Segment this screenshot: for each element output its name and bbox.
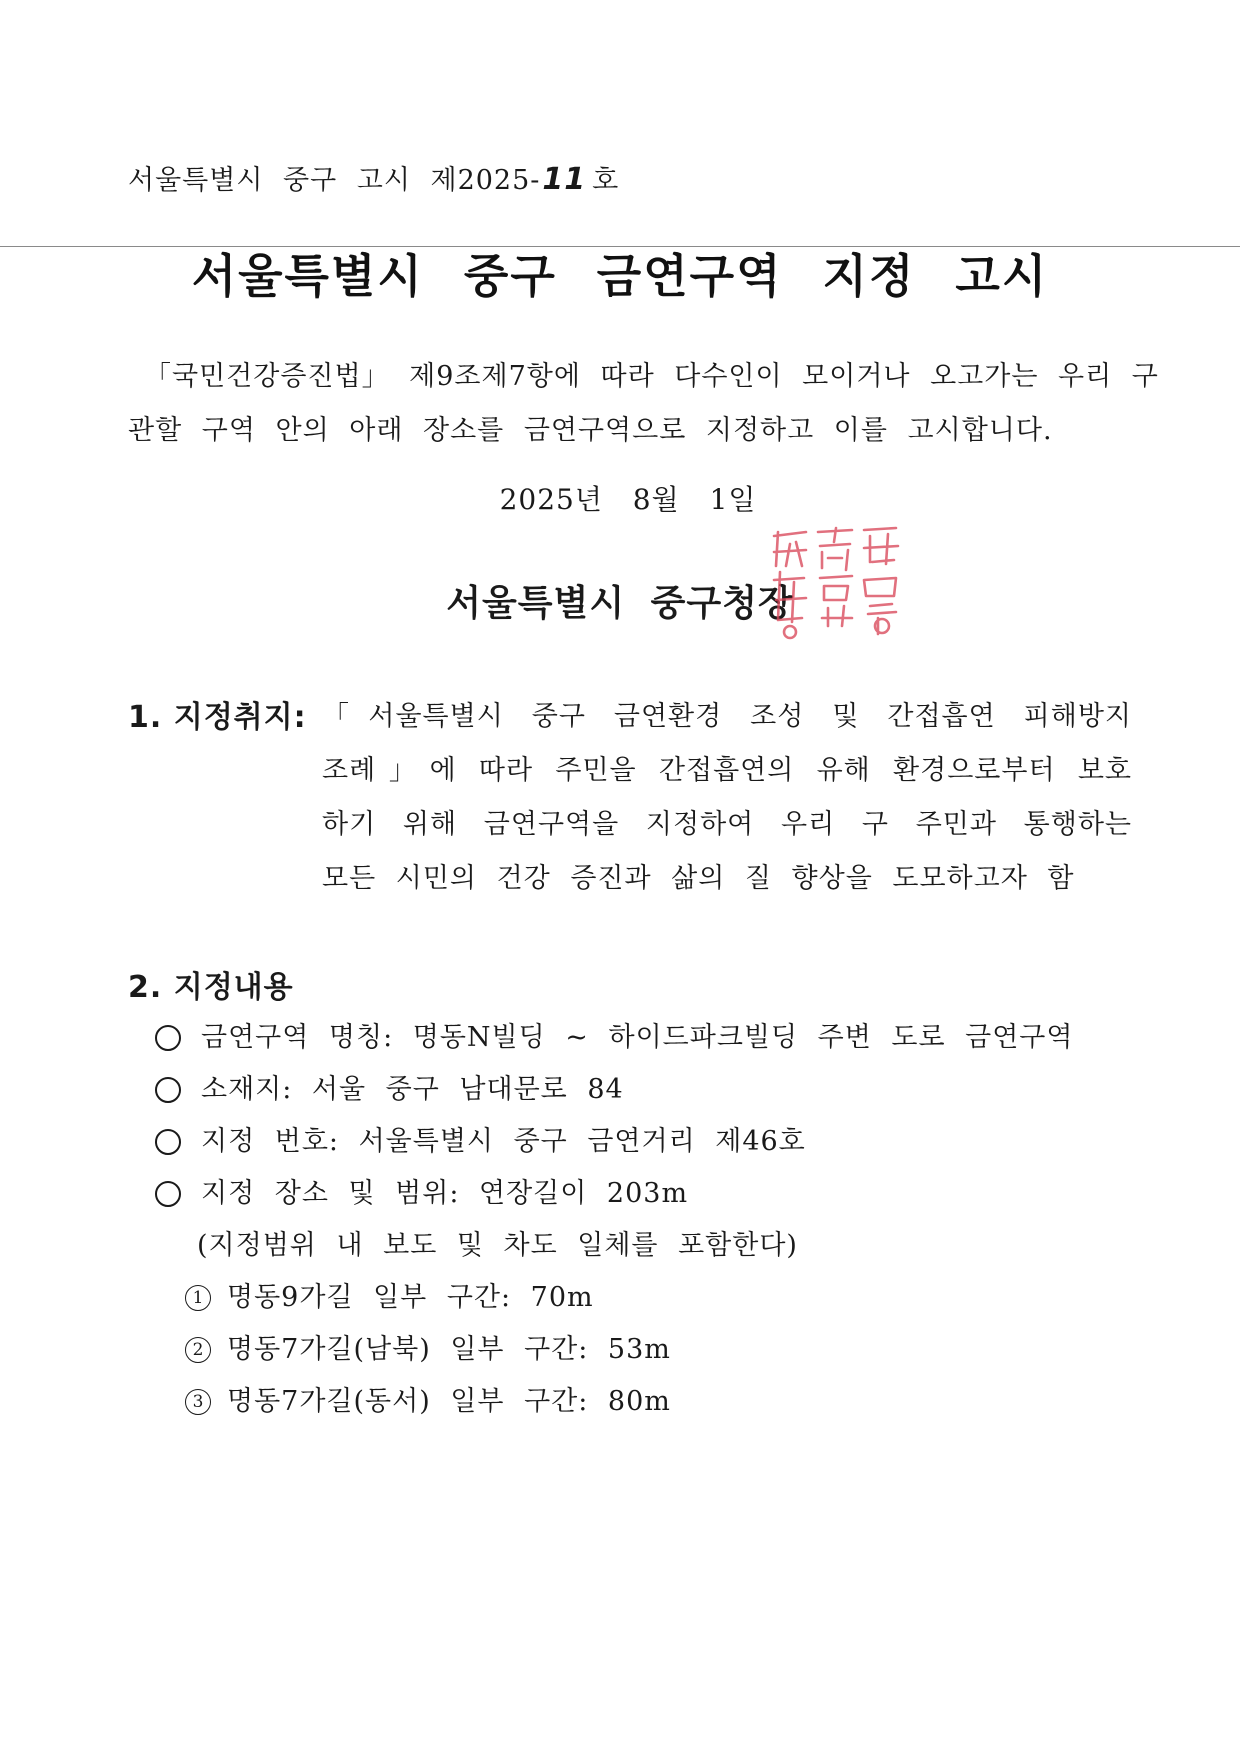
list-item-text: 소재지: 서울 중구 남대문로 84: [201, 1074, 624, 1105]
circled-number-icon: 2: [185, 1337, 211, 1363]
preamble: [128, 350, 1159, 458]
circle-bullet-icon: [155, 1129, 181, 1155]
sub-list-item: [155, 1324, 1155, 1376]
official-seal-stamp: [766, 522, 906, 644]
circled-number-icon: 3: [185, 1389, 211, 1415]
notice-number: [128, 158, 619, 197]
list-item: [155, 1168, 1155, 1220]
list-item: [155, 1116, 1155, 1168]
circle-bullet-icon: [155, 1025, 181, 1051]
sub-list-item-text: 명동9가길 일부 구간: 70m: [227, 1282, 594, 1313]
date-year: 2025년: [499, 483, 603, 516]
notice-number-suffix: 호: [592, 165, 620, 196]
circle-bullet-icon: [155, 1181, 181, 1207]
section1-body: [322, 690, 1132, 906]
list-item-text: 금연구역 명칭: 명동N빌딩 ~ 하이드파크빌딩 주변 도로 금연구역: [201, 1022, 1074, 1053]
date-month: 8월: [632, 483, 680, 516]
section2-items: [155, 1012, 1155, 1428]
list-item-text: 지정 장소 및 범위: 연장길이 203m: [201, 1178, 689, 1209]
section1-heading: 1. 지정취지:: [128, 700, 307, 735]
preamble-line: 관할 구역 안의 아래 장소를 금연구역으로 지정하고 이를 고시합니다.: [128, 415, 1053, 446]
date-day: 1일: [709, 483, 757, 516]
list-item: [155, 1012, 1155, 1064]
preamble-line: 「국민건강증진법」 제9조제7항에 따라 다수인이 모이거나 오고가는 우리 구: [144, 361, 1159, 392]
notice-handwritten-number: 11: [542, 162, 587, 197]
notice-number-prefix: 서울특별시 중구 고시 제2025-: [128, 165, 541, 196]
list-item: [155, 1064, 1155, 1116]
range-note: (지정범위 내 보도 및 차도 일체를 포함한다): [197, 1230, 798, 1261]
section1-line: 하기 위해 금연구역을 지정하여 우리 구 주민과 통행하는: [322, 809, 1132, 840]
sub-list-item-text: 명동7가길(남북) 일부 구간: 53m: [227, 1334, 671, 1365]
section1-line: 조례」에 따라 주민을 간접흡연의 유해 환경으로부터 보호: [322, 755, 1132, 786]
circle-bullet-icon: [155, 1077, 181, 1103]
sub-list-item-text: 명동7가길(동서) 일부 구간: 80m: [227, 1386, 671, 1417]
notice-date: [0, 478, 1240, 518]
list-item-text: 지정 번호: 서울특별시 중구 금연거리 제46호: [201, 1126, 806, 1157]
issuer-name: 서울특별시 중구청장: [446, 583, 794, 624]
document-title: 서울특별시 중구 금연구역 지정 고시: [191, 249, 1049, 303]
seal-glyphs: [774, 528, 898, 638]
section1-line: 「서울특별시 중구 금연환경 조성 및 간접흡연 피해방지: [322, 701, 1132, 732]
section1-line: 모든 시민의 건강 증진과 삶의 질 향상을 도모하고자 함: [322, 863, 1075, 894]
sub-list-item: [155, 1272, 1155, 1324]
circled-number-icon: 1: [185, 1285, 211, 1311]
sub-list-item: [155, 1376, 1155, 1428]
section2-heading: 2. 지정내용: [128, 970, 294, 1005]
